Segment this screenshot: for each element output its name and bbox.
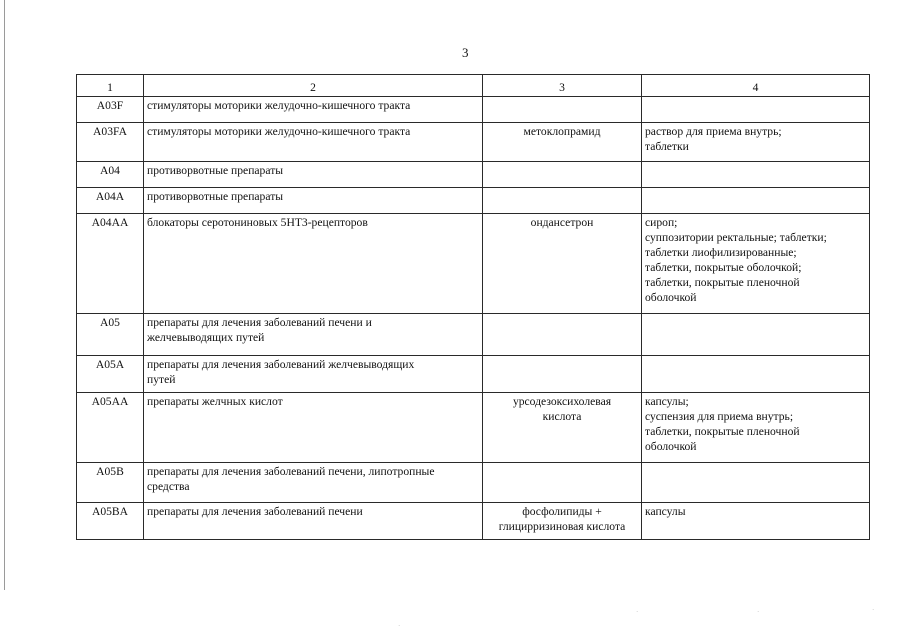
dosage-form-cell [642, 97, 870, 123]
atc-code-cell: A05A [77, 356, 144, 393]
drug-name-cell: метоклопрамид [483, 123, 642, 162]
dosage-form-line: сироп; [645, 216, 678, 229]
dosage-form-cell [642, 503, 870, 540]
drug-name-cell [483, 503, 642, 540]
dosage-form-line: суппозитории ректальные; таблетки; [645, 231, 827, 244]
scan-noise-mark: · [398, 622, 401, 630]
dosage-form-cell [642, 188, 870, 214]
group-text-line: препараты для лечения заболеваний печени, липотропные [147, 465, 435, 478]
medication-table [76, 74, 870, 540]
drug-name-line: фосфолипиды + [522, 505, 602, 518]
atc-code-cell: A05AA [77, 393, 144, 463]
column-header-4: 4 [642, 75, 870, 97]
dosage-form-cell [642, 463, 870, 503]
pharmacological-group-cell [144, 356, 483, 393]
drug-name-cell [483, 393, 642, 463]
drug-name-line: урсодезоксихолевая [512, 395, 612, 408]
drug-name-cell [483, 162, 642, 188]
drug-name-cell [483, 463, 642, 503]
group-text-line: средства [147, 480, 190, 493]
atc-code-cell: A05BA [77, 503, 144, 540]
atc-code-cell: A05 [77, 314, 144, 356]
drug-name-line: кислота [542, 410, 582, 423]
table-row [77, 463, 870, 503]
pharmacological-group-cell: противорвотные препараты [144, 162, 483, 188]
pharmacological-group-cell: препараты желчных кислот [144, 393, 483, 463]
atc-code-cell: A03FA [77, 123, 144, 162]
group-text-line: препараты для лечения заболеваний желчевыводящих [147, 358, 415, 371]
table-row [77, 314, 870, 356]
drug-name-cell [483, 314, 642, 356]
pharmacological-group-cell: блокаторы серотониновых 5НТ3-рецепторов [144, 214, 483, 314]
dosage-form-line: таблетки [645, 140, 689, 153]
atc-code-cell: A04A [77, 188, 144, 214]
atc-code-cell: A03F [77, 97, 144, 123]
table-row [77, 188, 870, 214]
atc-code-cell: A04 [77, 162, 144, 188]
atc-code-cell: A04AA [77, 214, 144, 314]
dosage-form-line: таблетки, покрытые пленочной [645, 425, 800, 438]
dosage-form-line: суспензия для приема внутрь; [645, 410, 794, 423]
dosage-form-cell [642, 162, 870, 188]
dosage-form-line: раствор для приема внутрь; [645, 125, 782, 138]
drug-name-cell [483, 188, 642, 214]
table-row [77, 356, 870, 393]
group-text-line: желчевыводящих путей [147, 331, 265, 344]
pharmacological-group-cell: стимуляторы моторики желудочно-кишечного тракта [144, 97, 483, 123]
dosage-form-cell [642, 123, 870, 162]
dosage-form-line: капсулы; [645, 395, 689, 408]
pharmacological-group-cell: противорвотные препараты [144, 188, 483, 214]
atc-code-cell: A05B [77, 463, 144, 503]
table-row [77, 214, 870, 314]
drug-name-cell: ондансетрон [483, 214, 642, 314]
dosage-form-line: капсулы [645, 505, 686, 518]
scan-page-edge [4, 0, 5, 590]
dosage-form-line: таблетки, покрытые оболочкой; [645, 261, 802, 274]
drug-name-line: глицирризиновая кислота [498, 520, 626, 533]
pharmacological-group-cell [144, 463, 483, 503]
scan-noise-mark: · [872, 606, 875, 614]
dosage-form-cell [642, 214, 870, 314]
table-row [77, 162, 870, 188]
column-header-1: 1 [77, 75, 144, 97]
column-header-3: 3 [483, 75, 642, 97]
dosage-form-line: таблетки, покрытые пленочной [645, 276, 800, 289]
drug-name-cell [483, 97, 642, 123]
group-text-line: путей [147, 373, 176, 386]
page-number: 3 [462, 45, 469, 60]
table-row [77, 393, 870, 463]
scan-noise-mark: · [757, 608, 760, 616]
pharmacological-group-cell: препараты для лечения заболеваний печени [144, 503, 483, 540]
dosage-form-line: таблетки лиофилизированные; [645, 246, 797, 259]
group-text-line: препараты для лечения заболеваний печени и [147, 316, 372, 329]
pharmacological-group-cell [144, 314, 483, 356]
column-header-2: 2 [144, 75, 483, 97]
scan-noise-mark: · [636, 608, 639, 616]
dosage-form-line: оболочкой [645, 440, 697, 453]
table-row [77, 503, 870, 540]
table-header-row [77, 75, 870, 97]
pharmacological-group-cell: стимуляторы моторики желудочно-кишечного тракта [144, 123, 483, 162]
dosage-form-cell [642, 314, 870, 356]
table-row [77, 97, 870, 123]
dosage-form-cell [642, 393, 870, 463]
dosage-form-cell [642, 356, 870, 393]
dosage-form-line: оболочкой [645, 291, 697, 304]
drug-name-cell [483, 356, 642, 393]
table-row [77, 123, 870, 162]
